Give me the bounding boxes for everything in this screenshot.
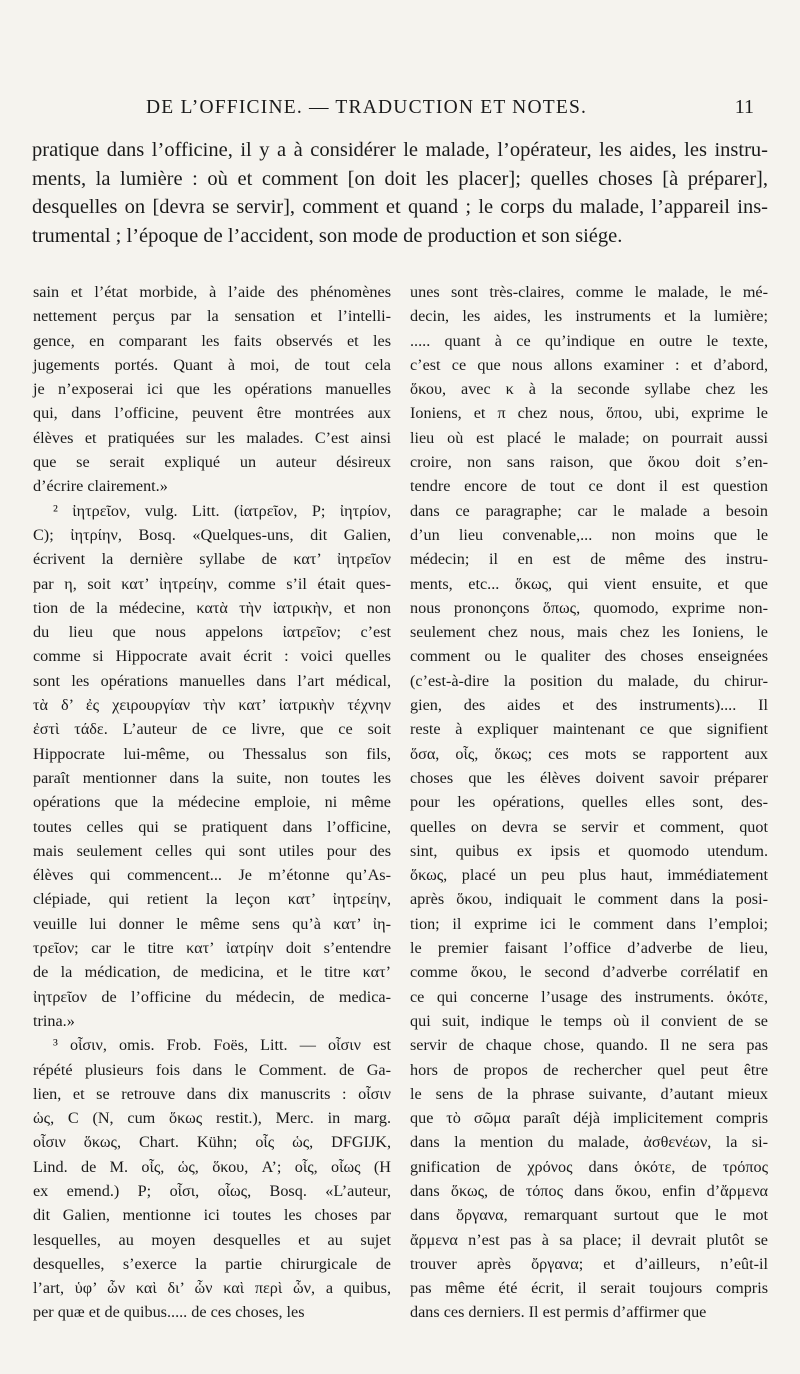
note-line: qui suit, indique le temps où il convient de se xyxy=(410,1011,768,1030)
note-line: unes sont très-claires, comme le malade, le mé- xyxy=(410,283,768,301)
note-line: comme ὅκου, le second d’adverbe corrélatif en xyxy=(410,963,768,982)
note-line: lesquelles, au moyen desquelles et au sujet xyxy=(33,1230,391,1249)
note-line: ὅκου, avec κ à la seconde syllabe chez les xyxy=(410,380,768,399)
note-line: toutes celles qui se pratiquent dans l’officine, xyxy=(33,817,391,836)
page-number: 11 xyxy=(734,96,754,118)
note-line: nettement perçus par la sensation et l’intelli- xyxy=(33,307,391,326)
note-line: comme si Hippocrate avait écrit : voici quelles xyxy=(33,647,391,666)
note-line: ³ οἷσιν, omis. Frob. Foës, Litt. — οἷσιν est xyxy=(53,1036,391,1055)
note-line: tion de la médecine, κατὰ τὴν ἰατρικὴν, et non xyxy=(33,598,391,617)
note-line: οἷσιν ὅκως, Chart. Kühn; οἷς ὡς, DFGIJK, xyxy=(33,1133,391,1152)
note-line: ce qui concerne l’usage des instruments. ὁκότε, xyxy=(410,987,768,1006)
note-line: ὅσα, οἷς, ὅκως; ces mots se rapportent aux xyxy=(410,744,768,763)
note-line: Lind. de M. οἷς, ὡς, ὅκου, A’; οἷς, οἷως (H xyxy=(33,1157,391,1176)
note-line: d’un lieu convenable,... non moins que le xyxy=(410,525,768,544)
note-line: de la médication, de medicina, et le titre κατ’ xyxy=(33,963,391,982)
note-line: hors de propos de rechercher quel peut être xyxy=(410,1060,768,1079)
note-line: opérations que la médecine emploie, ni même xyxy=(33,793,391,812)
note-line: le premier faisant l’office d’adverbe de lieu, xyxy=(410,939,768,958)
note-line: pour les opérations, quelles elles sont, des- xyxy=(410,793,768,812)
note-line: Hippocrate lui-même, ou Thessalus son fils, xyxy=(33,744,391,763)
note-line: répété plusieurs fois dans le Comment. de Ga- xyxy=(33,1060,391,1079)
note-line: gnification de χρόνος dans ὁκότε, de τρόπος xyxy=(410,1157,768,1176)
note-line: servir de chaque chose, quando. Il ne sera pas xyxy=(410,1036,768,1055)
note-line: choses que les élèves doivent savoir préparer xyxy=(410,768,768,787)
note-line: l’art, ὑφ’ ὧν καὶ δι’ ὧν καὶ περὶ ὧν, a quibus, xyxy=(33,1279,391,1298)
note-line: médecin; il en est de même des instru- xyxy=(410,550,768,569)
note-line: qui, dans l’officine, peuvent être montrées aux xyxy=(33,404,391,423)
note-line: dans ὄργανα, remarquant surtout que le mot xyxy=(410,1206,768,1225)
note-line: ὅκως, placé un peu plus haut, immédiatement xyxy=(410,866,768,885)
note-line: que se serait expliqué un auteur désireux xyxy=(33,453,391,472)
note-line: croire, non sans raison, que ὅκου doit s’en- xyxy=(410,453,768,472)
running-title: DE L’OFFICINE. — TRADUCTION ET NOTES. xyxy=(146,97,588,118)
note-line: nous prononçons ὅπως, quomodo, exprime non- xyxy=(410,598,768,617)
note-line: dans la mention du malade, ἀσθενέων, la si- xyxy=(410,1133,768,1152)
note-line: ἐστὶ τάδε. L’auteur de ce livre, que ce soit xyxy=(33,720,391,739)
note-line: je n’exposerai ici que les opérations manuelles xyxy=(33,380,391,399)
note-line: dans ce paragraphe; car le malade a besoin xyxy=(410,501,768,520)
note-line: Ioniens, et π chez nous, ὅπου, ubi, exprime le xyxy=(410,404,768,423)
note-line: C); ἰητρίην, Bosq. «Quelques-uns, dit Galien, xyxy=(33,525,391,544)
note-line: ἄρμενα n’est pas à sa place; il devrait plutôt se xyxy=(410,1230,768,1249)
note-line: lieu où est placé le malade; on pourrait aussi xyxy=(410,428,768,447)
note-line: que τὸ σῶμα paraît déjà implicitement compris xyxy=(410,1109,768,1128)
note-line: gence, en comparant les faits observés et les xyxy=(33,331,391,350)
notes-left-column xyxy=(33,280,391,1325)
note-line: après ὅκου, indiquait le comment dans la posi- xyxy=(410,890,768,909)
note-line: trina.» xyxy=(33,1011,75,1030)
note-line: élèves et pratiquées sur les malades. C’est ainsi xyxy=(33,428,391,447)
notes-right-column xyxy=(410,280,768,1325)
note-line: lien, et se retrouve dans dix manuscrits : οἷσιν xyxy=(33,1084,391,1103)
note-line: sain et l’état morbide, à l’aide des phénomènes xyxy=(33,283,391,301)
translation-paragraph xyxy=(32,136,768,250)
note-line: τὰ δ’ ἐς χειρουργίαν τὴν κατ’ ἰατρικὴν τέχνην xyxy=(33,696,391,715)
note-line: comment ou le qualiter des choses enseignées xyxy=(410,647,768,666)
note-line: ex emend.) P; οἷσι, οἷως, Bosq. «L’auteur, xyxy=(33,1181,391,1200)
note-line: dans ὅκως, de τόπος dans ὅκου, enfin d’ἄρμενα xyxy=(410,1181,768,1200)
note-line: gien, des aides et des instruments).... Il xyxy=(410,696,768,715)
note-line: (c’est-à-dire la position du malade, du chirur- xyxy=(410,671,768,690)
note-line: dit Galien, mentionne ici toutes les choses par xyxy=(33,1206,391,1225)
note-line: per quæ et de quibus..... de ces choses, les xyxy=(33,1303,305,1322)
note-line: élèves qui commencent... Je m’étonne qu’As- xyxy=(33,866,391,885)
note-line: ἰητρεῖον de l’officine du médecin, de medica- xyxy=(33,987,391,1006)
note-line: c’est ce que nous allons examiner : et d’abord, xyxy=(410,355,768,374)
note-line: du lieu que nous appelons ἰατρεῖον; c’est xyxy=(33,623,391,642)
note-line: decin, les aides, les instruments et la lumière; xyxy=(410,307,768,326)
translation-line: pratique dans l’officine, il y a à considérer le malade, l’opérateur, les aides, les instru- xyxy=(32,139,768,161)
note-line: veuille lui donner le même sens qu’à κατ’ ἰη- xyxy=(33,914,391,933)
note-line: ..... quant à ce qu’indique en outre le texte, xyxy=(410,331,768,350)
note-line: écrivent la dernière syllabe de κατ’ ἰητρεῖον xyxy=(33,550,391,569)
note-line: le sens de la phrase suivante, d’autant mieux xyxy=(410,1084,768,1103)
note-line: seulement chez nous, mais chez les Ioniens, le xyxy=(410,623,768,642)
page-header xyxy=(40,96,760,130)
note-line: tendre encore de tout ce dont il est question xyxy=(410,477,768,496)
note-line: reste à expliquer maintenant ce que signifient xyxy=(410,720,768,739)
note-line: dans ces derniers. Il est permis d’affirmer que xyxy=(410,1303,707,1322)
note-line: par η, soit κατ’ ἰητρείην, comme s’il était ques- xyxy=(33,574,391,593)
note-line: clépiade, qui retient la leçon κατ’ ἰητρείην, xyxy=(33,890,391,909)
note-line: quelles on devra se servir et comment, quot xyxy=(410,817,768,836)
note-line: sint, quibus ex ipsis et quomodo utendum. xyxy=(410,841,768,860)
note-line: mais seulement celles qui sont utiles pour des xyxy=(33,841,391,860)
note-line: d’écrire clairement.» xyxy=(33,477,168,496)
note-line: ments, etc... ὅκως, qui vient ensuite, et que xyxy=(410,574,768,593)
translation-line: desquelles on [devra se servir], comment et quand ; le corps du malade, l’appareil ins- xyxy=(32,196,768,219)
note-line: ² ἰητρεῖον, vulg. Litt. (ἰατρεῖον, P; ἰητρίον, xyxy=(53,501,391,520)
translation-line: ments, la lumière : où et comment [on doit les placer]; quelles choses [à préparer], xyxy=(32,167,768,190)
note-line: τρεῖον; car le titre κατ’ ἰατρίην doit s’entendre xyxy=(33,939,391,958)
note-line: tion; il exprime ici le comment dans l’emploi; xyxy=(410,914,768,933)
note-line: trouver après ὄργανα; et d’ailleurs, n’eût-il xyxy=(410,1254,768,1273)
note-line: jugements portés. Quant à moi, de tout cela xyxy=(33,355,391,374)
note-line: desquelles, s’exerce la partie chirurgicale de xyxy=(33,1254,391,1273)
note-line: ὡς, C (N, cum ὅκως restit.), Merc. in marg. xyxy=(33,1109,391,1128)
note-line: sont les opérations manuelles dans l’art médical, xyxy=(33,671,391,690)
translation-line: trumental ; l’époque de l’accident, son mode de production et son siége. xyxy=(32,224,623,247)
note-line: paraît mentionner dans la suite, non toutes les xyxy=(33,768,391,787)
note-line: pas même été écrit, il serait toujours compris xyxy=(410,1279,768,1298)
